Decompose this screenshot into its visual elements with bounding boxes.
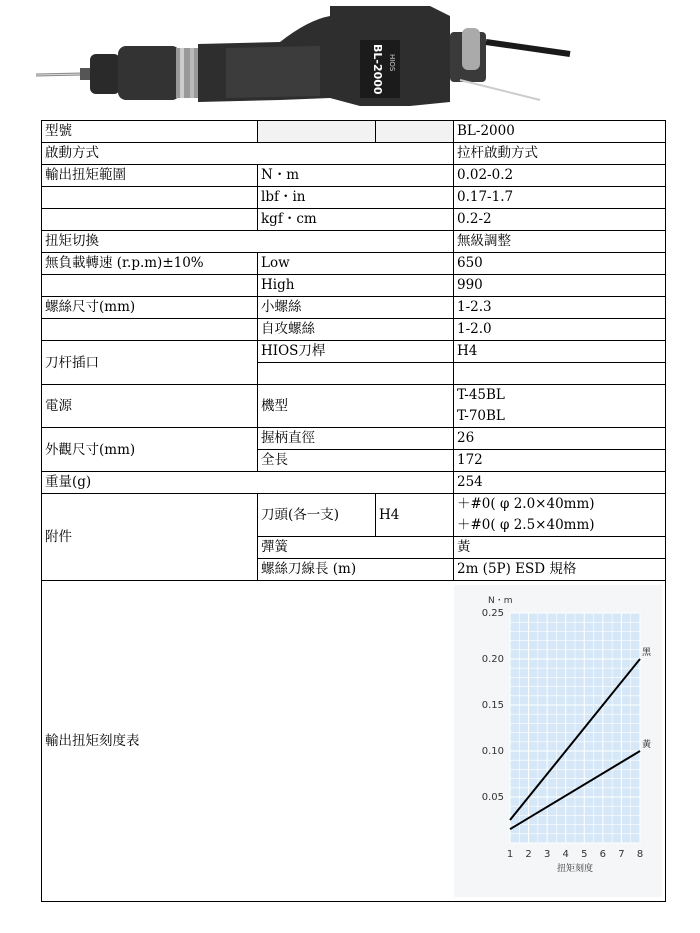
- table-row: [42, 231, 666, 253]
- start-value: 拉杆啟動方式: [454, 143, 666, 165]
- weight-label: 重量(g): [42, 472, 454, 494]
- acc-cable-value: 2m (5P) ESD 規格: [454, 559, 666, 581]
- table-row: [42, 581, 666, 902]
- table-row: [42, 143, 666, 165]
- screw-value: 1-2.3: [454, 297, 666, 319]
- torque-label: 輸出扭矩範圍: [42, 165, 258, 187]
- y-tick-label: 0.20: [481, 654, 504, 665]
- product-image: [30, 2, 590, 118]
- torque-unit: N・m: [258, 165, 454, 187]
- weight-value: 254: [454, 472, 666, 494]
- model-value: BL-2000: [454, 121, 666, 143]
- table-row: [42, 209, 666, 231]
- acc-bit-value: ＋#0( φ 2.0×40mm): [454, 494, 666, 516]
- speed-label: 無負載轉速 (r.p.m)±10%: [42, 253, 258, 275]
- speed-value: 990: [454, 275, 666, 297]
- torque-value: 0.2-2: [454, 209, 666, 231]
- x-tick-label: 7: [618, 849, 625, 860]
- acc-label: 附件: [42, 494, 258, 581]
- model-label: 型號: [42, 121, 258, 143]
- dim-value: 172: [454, 450, 666, 472]
- table-row: [42, 253, 666, 275]
- y-axis-label: N・m: [488, 596, 513, 606]
- series-label: 黃: [642, 740, 652, 750]
- speed-value: 650: [454, 253, 666, 275]
- tool-model-print: BL-2000: [371, 44, 384, 95]
- chart-row: [42, 581, 666, 902]
- start-label: 啟動方式: [42, 143, 454, 165]
- x-tick-label: 3: [543, 849, 551, 860]
- table-row: [42, 428, 666, 450]
- x-tick-label: 4: [562, 849, 569, 860]
- table-row: [42, 187, 666, 209]
- table-row: [42, 385, 666, 407]
- screw-label: 螺絲尺寸(mm): [42, 297, 258, 319]
- chart-label: 輸出扭矩刻度表: [45, 733, 140, 749]
- table-row: [42, 319, 666, 341]
- x-tick-label: 2: [525, 849, 532, 860]
- x-tick-label: 6: [599, 849, 607, 860]
- switch-label: 扭矩切換: [42, 231, 454, 253]
- screw-value: 1-2.0: [454, 319, 666, 341]
- torque-chart: [454, 585, 662, 897]
- torque-value: 0.02-0.2: [454, 165, 666, 187]
- table-row: [42, 341, 666, 363]
- table-row: [42, 297, 666, 319]
- torque-value: 0.17-1.7: [454, 187, 666, 209]
- x-axis-label: 扭矩刻度: [556, 864, 594, 874]
- tool-brand-print: HIOS: [388, 54, 396, 72]
- torque-unit: lbf・in: [258, 187, 454, 209]
- acc-spring-name: 彈簧: [258, 537, 454, 559]
- acc-cable-name: 螺絲刀線長 (m): [258, 559, 454, 581]
- bit-name: HIOS刀桿: [258, 341, 454, 363]
- electric-screwdriver-image: [36, 6, 570, 106]
- bit-label: 刀杆插口: [42, 341, 258, 385]
- y-tick-label: 0.25: [481, 608, 504, 619]
- speed-name: Low: [258, 253, 454, 275]
- table-row: [42, 121, 666, 143]
- acc-bit-type: H4: [376, 494, 454, 537]
- x-tick-label: 1: [506, 849, 514, 860]
- x-tick-label: 8: [636, 849, 644, 860]
- x-tick-label: 5: [581, 849, 588, 860]
- dim-value: 26: [454, 428, 666, 450]
- spec-table: [41, 120, 666, 902]
- speed-name: High: [258, 275, 454, 297]
- acc-spring-value: 黃: [454, 537, 666, 559]
- table-row: [42, 165, 666, 187]
- table-row: [42, 494, 666, 516]
- series-label: 黑: [642, 648, 652, 658]
- y-tick-label: 0.15: [481, 700, 504, 711]
- torque-unit: kgf・cm: [258, 209, 454, 231]
- screw-name: 小螺絲: [258, 297, 454, 319]
- switch-value: 無級調整: [454, 231, 666, 253]
- acc-bit-value: ＋#0( φ 2.5×40mm): [454, 515, 666, 537]
- table-row: [42, 275, 666, 297]
- dim-label: 外觀尺寸(mm): [42, 428, 258, 472]
- dim-name: 握柄直徑: [258, 428, 454, 450]
- power-value: T-45BL: [454, 385, 666, 407]
- power-value: T-70BL: [454, 406, 666, 428]
- acc-bit-name: 刀頭(各一支): [258, 494, 376, 537]
- power-name: 機型: [258, 385, 454, 428]
- bit-value: H4: [454, 341, 666, 363]
- dim-name: 全長: [258, 450, 454, 472]
- power-label: 電源: [42, 385, 258, 428]
- screw-name: 自攻螺絲: [258, 319, 454, 341]
- y-tick-label: 0.05: [481, 792, 504, 803]
- table-row: [42, 472, 666, 494]
- y-tick-label: 0.10: [481, 746, 504, 757]
